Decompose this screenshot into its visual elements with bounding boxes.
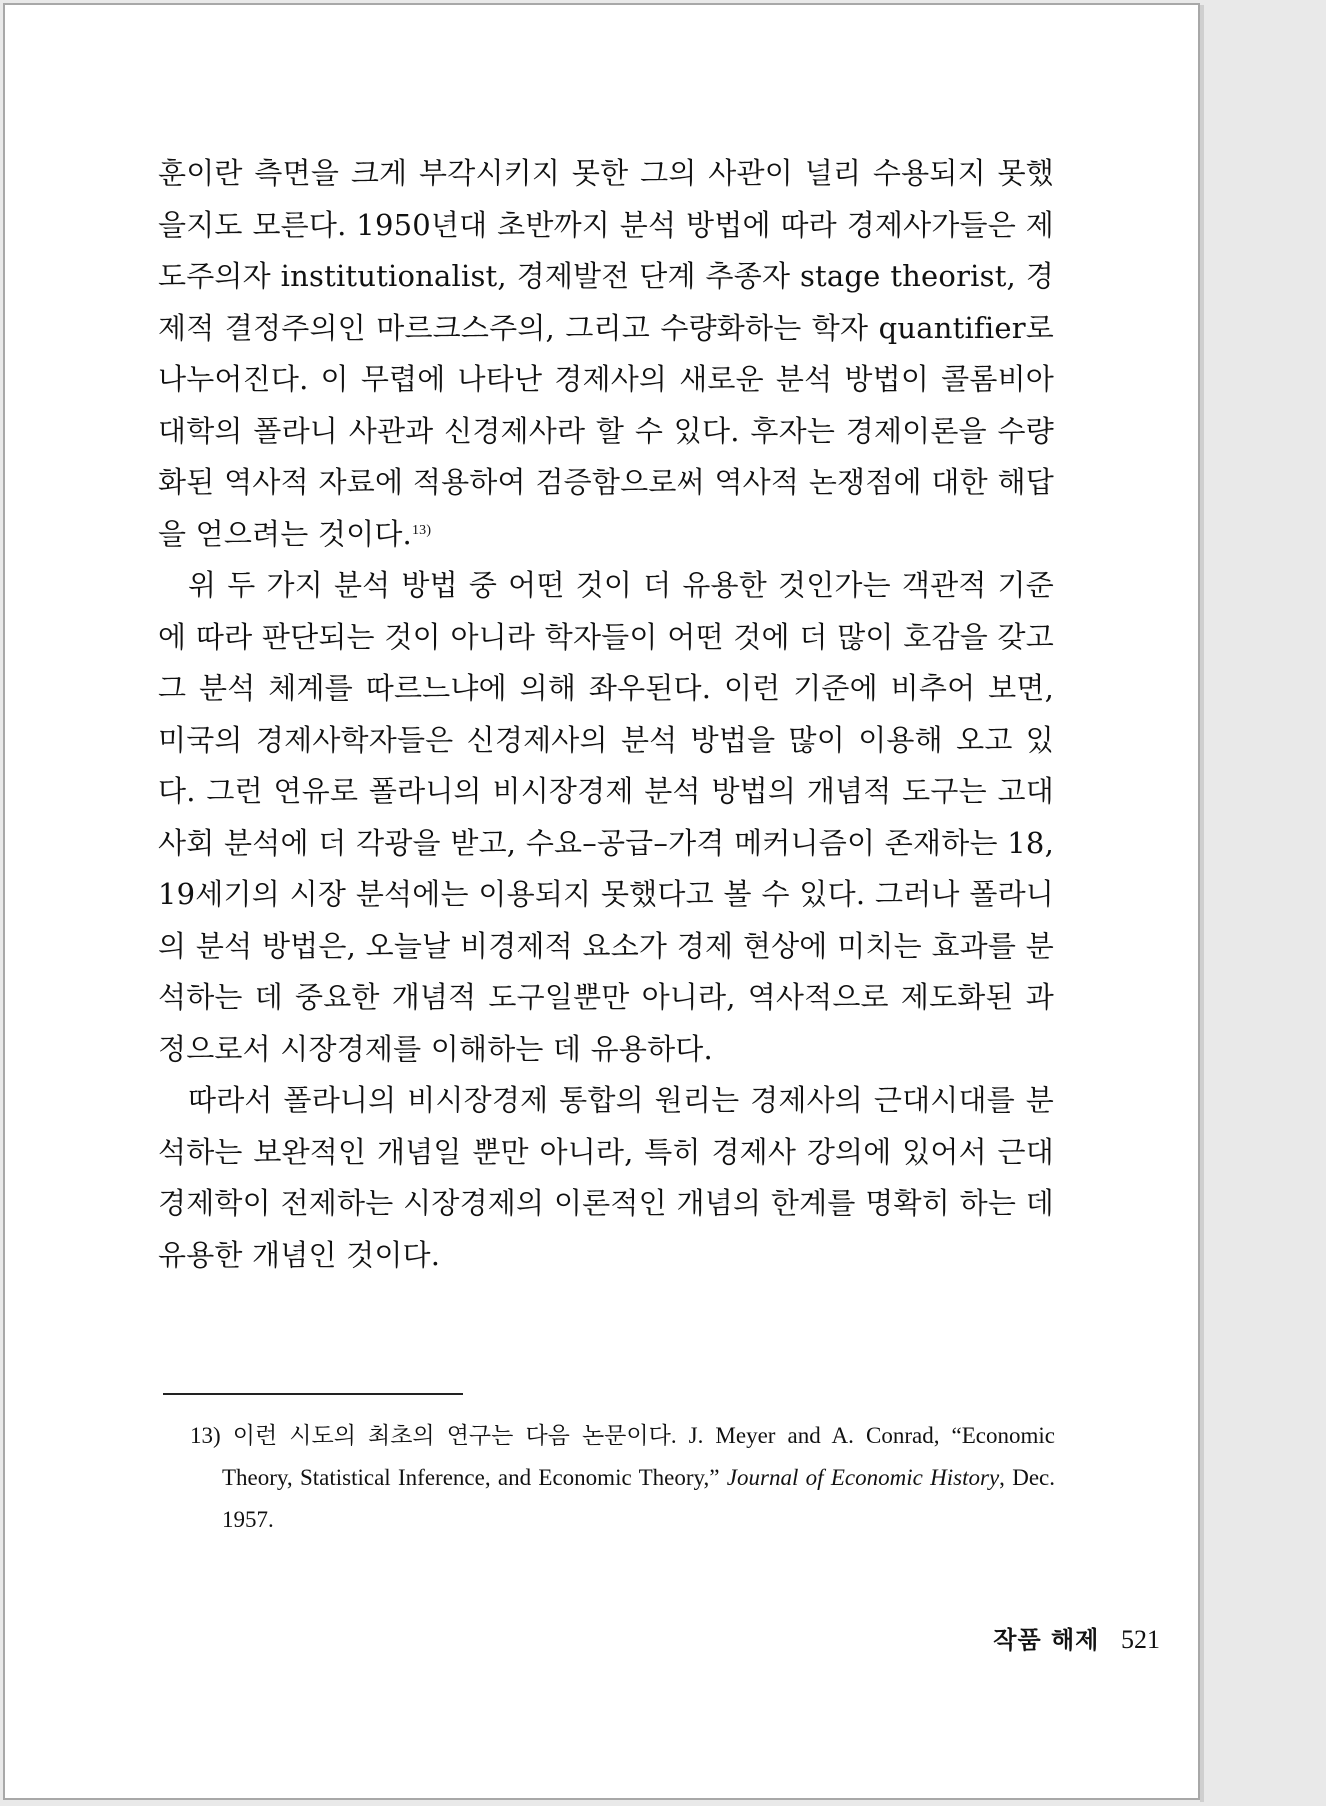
main-text <box>158 148 1054 1281</box>
footnote-authors: J. Meyer and A. Conrad, <box>688 1423 940 1448</box>
footnote-article-title: “Economic Theory, Statistical Inference, and Economic Theory,” <box>222 1423 1055 1490</box>
footnote <box>190 1415 1055 1541</box>
footnote-marker: 13) <box>190 1423 221 1448</box>
paragraph-1 <box>158 148 1054 560</box>
page-edge-shadow <box>1200 5 1204 1802</box>
footer-section-title: 작품 해제 <box>993 1625 1100 1654</box>
paragraph-3: 따라서 폴라니의 비시장경제 통합의 원리는 경제사의 근대시대를 분석하는 보완적인 개념일 뿐만 아니라, 특히 경제사 강의에 있어서 근대경제학이 전제하는 시장경제의 이론적인 개념의 한계를 명확히 하는 데 유용한 개념인 것이다. <box>158 1083 1054 1272</box>
footnote-korean-text: 이런 시도의 최초의 연구는 다음 논문이다. <box>232 1423 677 1448</box>
footnote-reference[interactable]: 13) <box>411 522 432 538</box>
paragraph-1-text: 훈이란 측면을 크게 부각시키지 못한 그의 사관이 널리 수용되지 못했을지도 모른다. 1950년대 초반까지 분석 방법에 따라 경제사가들은 제도주의자 institutionalist, 경제발전 단계 추종자 stage theorist, 경제적 결정주의인 마르크스주의, 그리고 수량화하는 학자 quantifier로 나누어진다. 이 무렵에 나타난 경제사의 새로운 분석 방법이 콜롬비아 대학의 폴라니 사관과 신경제사라 할 수 있다. 후자는 경제이론을 수량화된 역사적 자료에 적용하여 검증함으로써 역사적 논쟁점에 대한 해답을 얻으려는 것이다. <box>158 156 1054 551</box>
footnote-entry <box>190 1415 1055 1541</box>
page-number: 521 <box>1121 1625 1160 1654</box>
paragraph-2: 위 두 가지 분석 방법 중 어떤 것이 더 유용한 것인가는 객관적 기준에 따라 판단되는 것이 아니라 학자들이 어떤 것에 더 많이 호감을 갖고 그 분석 체계를 따르느냐에 의해 좌우된다. 이런 기준에 비추어 보면, 미국의 경제사학자들은 신경제사의 분석 방법을 많이 이용해 오고 있다. 그런 연유로 폴라니의 비시장경제 분석 방법의 개념적 도구는 고대사회 분석에 더 각광을 받고, 수요–공급–가격 메커니즘이 존재하는 18, 19세기의 시장 분석에는 이용되지 못했다고 볼 수 있다. 그러나 폴라니의 분석 방법은, 오늘날 비경제적 요소가 경제 현상에 미치는 효과를 분석하는 데 중요한 개념적 도구일뿐만 아니라, 역사적으로 제도화된 과정으로서 시장경제를 이해하는 데 유용하다. <box>158 568 1054 1066</box>
footnote-journal: Journal of Economic History <box>726 1465 1000 1490</box>
footnote-date: , Dec. 1957. <box>222 1465 1056 1532</box>
page-footer <box>993 1620 1160 1655</box>
footnote-divider <box>163 1393 463 1395</box>
